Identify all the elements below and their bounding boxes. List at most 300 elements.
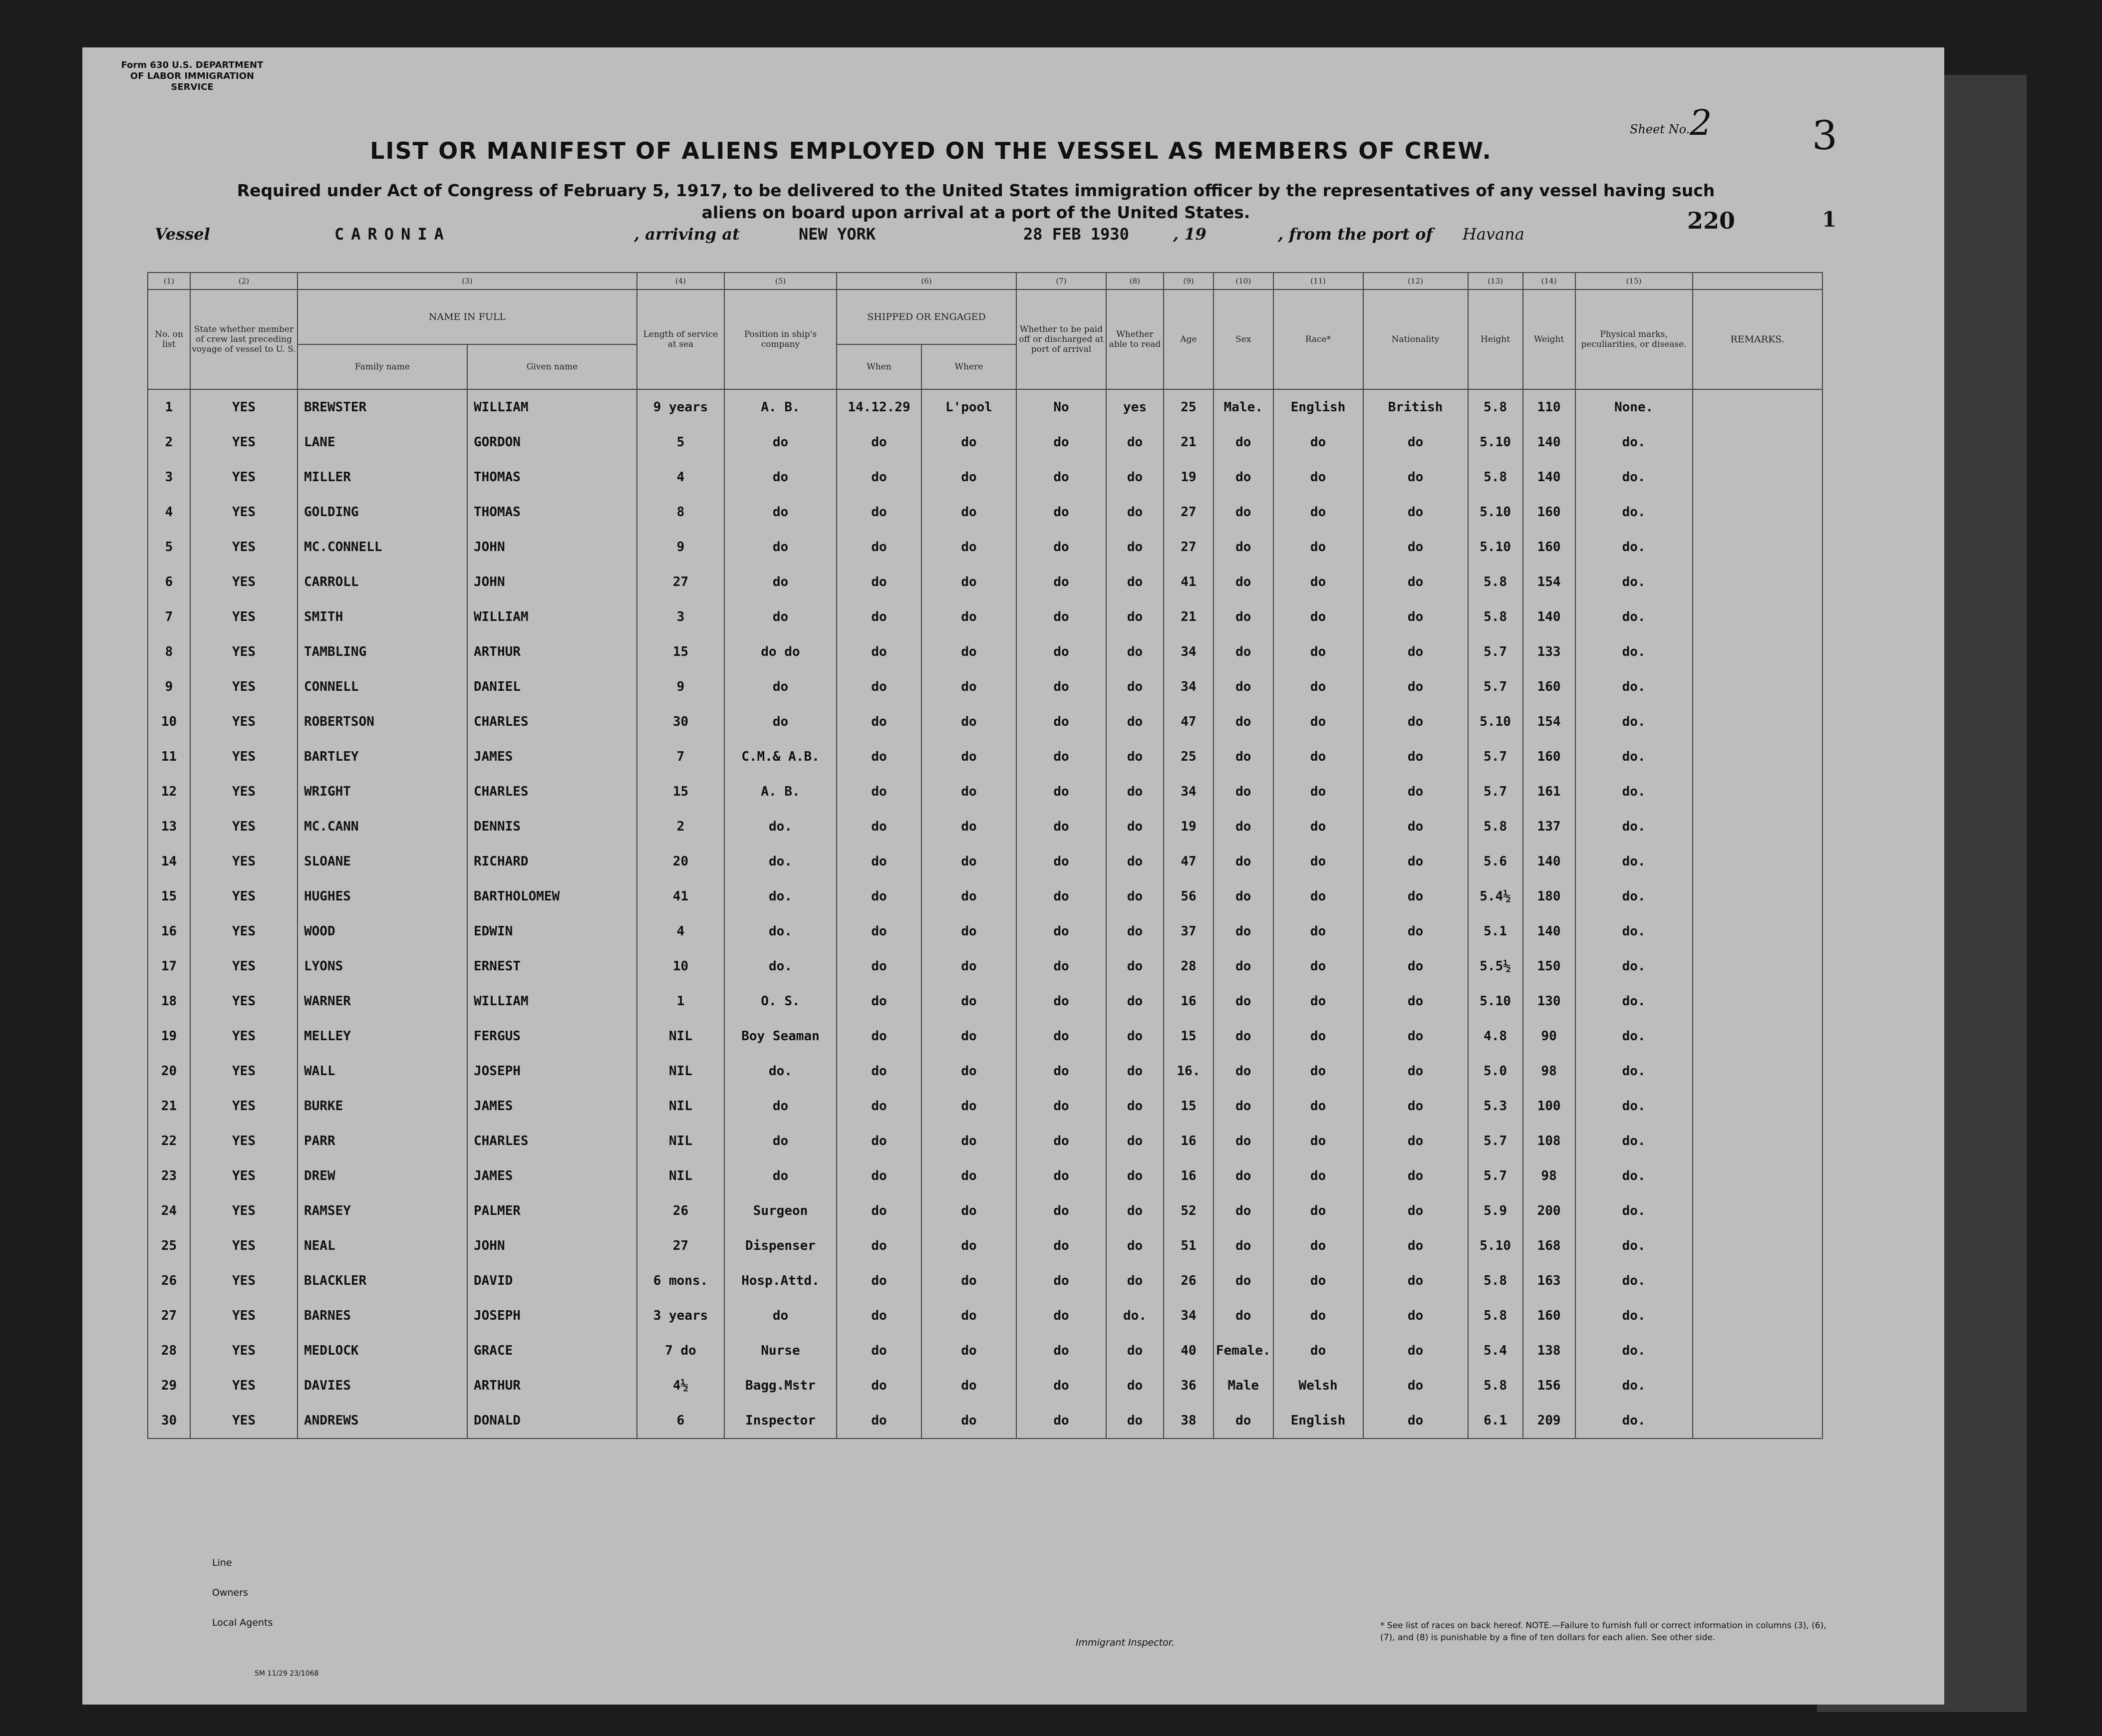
row-read: do (1106, 1228, 1164, 1263)
row-physical: do. (1575, 460, 1693, 495)
row-length: 20 (637, 844, 724, 879)
row-number: 2 (148, 425, 190, 460)
vessel-label: Vessel (155, 225, 210, 244)
row-number: 18 (148, 984, 190, 1019)
row-given-name: JOSEPH (467, 1054, 637, 1089)
row-age: 21 (1164, 599, 1213, 634)
row-sex: do (1213, 565, 1273, 599)
row-number: 9 (148, 669, 190, 704)
row-nationality: do (1363, 809, 1468, 844)
row-position: do. (724, 844, 837, 879)
row-where: do (921, 495, 1016, 530)
row-state: YES (190, 634, 298, 669)
row-number: 30 (148, 1403, 190, 1439)
row-sex: do (1213, 669, 1273, 704)
row-read: do (1106, 1263, 1164, 1298)
row-race: do (1273, 599, 1363, 634)
row-number: 17 (148, 949, 190, 984)
row-state: YES (190, 879, 298, 914)
row-given-name: GORDON (467, 425, 637, 460)
col-shipped: SHIPPED OR ENGAGED (837, 289, 1016, 344)
row-when: do (837, 949, 921, 984)
row-race: do (1273, 879, 1363, 914)
row-height: 5.3 (1468, 1089, 1523, 1124)
row-age: 38 (1164, 1403, 1213, 1439)
row-race: do (1273, 530, 1363, 565)
row-sex: do (1213, 809, 1273, 844)
row-weight: 140 (1523, 425, 1575, 460)
col-physical: Physical marks, peculiarities, or disease. (1575, 289, 1693, 389)
row-length: 9 years (637, 389, 724, 425)
row-age: 25 (1164, 739, 1213, 774)
row-physical: None. (1575, 389, 1693, 425)
row-number: 11 (148, 739, 190, 774)
row-race: do (1273, 1054, 1363, 1089)
table-row (148, 669, 1822, 704)
row-height: 4.8 (1468, 1019, 1523, 1054)
sheet-number-value: 2 (1690, 102, 1712, 143)
row-age: 15 (1164, 1089, 1213, 1124)
col-family-name: Family name (298, 344, 467, 389)
row-read: do (1106, 1158, 1164, 1193)
row-when: do (837, 1193, 921, 1228)
row-sex: do (1213, 774, 1273, 809)
row-position: do do (724, 634, 837, 669)
row-race: do (1273, 844, 1363, 879)
row-state: YES (190, 1089, 298, 1124)
colnum-13: (13) (1468, 273, 1523, 289)
row-family-name: WALL (298, 1054, 467, 1089)
row-read: do (1106, 1054, 1164, 1089)
row-height: 5.8 (1468, 809, 1523, 844)
row-where: do (921, 634, 1016, 669)
row-height: 5.10 (1468, 530, 1523, 565)
row-when: do (837, 425, 921, 460)
row-when: do (837, 634, 921, 669)
row-race: do (1273, 1019, 1363, 1054)
table-row (148, 565, 1822, 599)
row-nationality: do (1363, 1368, 1468, 1403)
row-given-name: EDWIN (467, 914, 637, 949)
row-state: YES (190, 1158, 298, 1193)
row-family-name: WARNER (298, 984, 467, 1019)
row-paid: do (1016, 1019, 1106, 1054)
row-age: 40 (1164, 1333, 1213, 1368)
row-state: YES (190, 984, 298, 1019)
row-height: 5.8 (1468, 1298, 1523, 1333)
row-paid: do (1016, 1193, 1106, 1228)
row-height: 5.10 (1468, 1228, 1523, 1263)
row-read: do (1106, 669, 1164, 704)
row-given-name: JOHN (467, 530, 637, 565)
row-family-name: BARTLEY (298, 739, 467, 774)
row-nationality: do (1363, 1019, 1468, 1054)
colnum-3: (3) (298, 273, 637, 289)
row-number: 3 (148, 460, 190, 495)
row-remarks (1693, 1124, 1822, 1158)
row-state: YES (190, 1054, 298, 1089)
row-race: do (1273, 460, 1363, 495)
row-sex: Female. (1213, 1333, 1273, 1368)
table-row (148, 530, 1822, 565)
row-given-name: JOHN (467, 565, 637, 599)
row-race: do (1273, 1124, 1363, 1158)
row-read: do (1106, 949, 1164, 984)
row-position: Nurse (724, 1333, 837, 1368)
col-where: Where (921, 344, 1016, 389)
row-when: do (837, 1368, 921, 1403)
colnum-1: (1) (148, 273, 190, 289)
row-paid: do (1016, 914, 1106, 949)
row-height: 5.7 (1468, 1158, 1523, 1193)
row-read: do (1106, 1368, 1164, 1403)
row-height: 5.10 (1468, 704, 1523, 739)
row-weight: 160 (1523, 669, 1575, 704)
row-state: YES (190, 495, 298, 530)
crew-manifest-table (147, 272, 1823, 1439)
row-where: do (921, 565, 1016, 599)
row-physical: do. (1575, 879, 1693, 914)
row-paid: do (1016, 1158, 1106, 1193)
row-physical: do. (1575, 599, 1693, 634)
row-position: O. S. (724, 984, 837, 1019)
row-given-name: GRACE (467, 1333, 637, 1368)
row-read: do (1106, 1333, 1164, 1368)
row-physical: do. (1575, 1193, 1693, 1228)
row-read: do (1106, 809, 1164, 844)
row-when: do (837, 495, 921, 530)
row-number: 27 (148, 1298, 190, 1333)
row-state: YES (190, 949, 298, 984)
row-sex: do (1213, 1403, 1273, 1439)
row-sex: do (1213, 844, 1273, 879)
row-nationality: do (1363, 599, 1468, 634)
row-height: 5.7 (1468, 739, 1523, 774)
row-weight: 130 (1523, 984, 1575, 1019)
table-row (148, 984, 1822, 1019)
col-position: Position in ship's company (724, 289, 837, 389)
row-age: 15 (1164, 1019, 1213, 1054)
row-sex: do (1213, 739, 1273, 774)
col-name: NAME IN FULL (298, 289, 637, 344)
row-where: do (921, 984, 1016, 1019)
row-where: do (921, 809, 1016, 844)
row-where: do (921, 949, 1016, 984)
row-length: 7 (637, 739, 724, 774)
row-position: do (724, 460, 837, 495)
row-remarks (1693, 1019, 1822, 1054)
row-when: do (837, 844, 921, 879)
row-race: do (1273, 425, 1363, 460)
row-race: English (1273, 1403, 1363, 1439)
row-family-name: MC.CANN (298, 809, 467, 844)
row-state: YES (190, 530, 298, 565)
row-family-name: TAMBLING (298, 634, 467, 669)
row-when: do (837, 1124, 921, 1158)
row-nationality: do (1363, 879, 1468, 914)
row-sex: do (1213, 1263, 1273, 1298)
table-row (148, 1263, 1822, 1298)
row-sex: do (1213, 879, 1273, 914)
col-length: Length of service at sea (637, 289, 724, 389)
header-row-1 (148, 289, 1822, 344)
table-row (148, 1158, 1822, 1193)
row-length: NIL (637, 1019, 724, 1054)
row-nationality: do (1363, 949, 1468, 984)
col-remarks: REMARKS. (1693, 289, 1822, 389)
row-length: 41 (637, 879, 724, 914)
row-number: 16 (148, 914, 190, 949)
row-length: 30 (637, 704, 724, 739)
row-when: do (837, 1054, 921, 1089)
row-where: do (921, 1263, 1016, 1298)
row-family-name: MC.CONNELL (298, 530, 467, 565)
row-physical: do. (1575, 809, 1693, 844)
row-remarks (1693, 565, 1822, 599)
row-family-name: WOOD (298, 914, 467, 949)
row-age: 37 (1164, 914, 1213, 949)
row-length: 10 (637, 949, 724, 984)
row-weight: 140 (1523, 844, 1575, 879)
row-weight: 98 (1523, 1158, 1575, 1193)
row-weight: 98 (1523, 1054, 1575, 1089)
colnum-8: (8) (1106, 273, 1164, 289)
row-number: 21 (148, 1089, 190, 1124)
row-read: do (1106, 425, 1164, 460)
row-family-name: LANE (298, 425, 467, 460)
row-remarks (1693, 1193, 1822, 1228)
row-age: 36 (1164, 1368, 1213, 1403)
table-row (148, 425, 1822, 460)
table-row (148, 1333, 1822, 1368)
row-race: do (1273, 984, 1363, 1019)
row-remarks (1693, 634, 1822, 669)
row-where: do (921, 530, 1016, 565)
row-remarks (1693, 425, 1822, 460)
row-height: 5.7 (1468, 774, 1523, 809)
colnum-14: (14) (1523, 273, 1575, 289)
row-given-name: CHARLES (467, 774, 637, 809)
row-given-name: FERGUS (467, 1019, 637, 1054)
row-paid: do (1016, 774, 1106, 809)
row-age: 16. (1164, 1054, 1213, 1089)
row-when: do (837, 530, 921, 565)
row-paid: do (1016, 1054, 1106, 1089)
row-race: do (1273, 1298, 1363, 1333)
row-physical: do. (1575, 1298, 1693, 1333)
row-read: do (1106, 599, 1164, 634)
row-number: 8 (148, 634, 190, 669)
col-read: Whether able to read (1106, 289, 1164, 389)
row-race: do (1273, 1089, 1363, 1124)
manifest-footer (147, 1550, 1904, 1695)
row-paid: do (1016, 879, 1106, 914)
row-physical: do. (1575, 704, 1693, 739)
row-position: do (724, 1124, 837, 1158)
row-physical: do. (1575, 1158, 1693, 1193)
col-nationality: Nationality (1363, 289, 1468, 389)
table-row (148, 495, 1822, 530)
row-number: 4 (148, 495, 190, 530)
row-family-name: WRIGHT (298, 774, 467, 809)
row-remarks (1693, 530, 1822, 565)
row-position: do (724, 425, 837, 460)
row-paid: do (1016, 809, 1106, 844)
row-weight: 154 (1523, 565, 1575, 599)
row-when: do (837, 1333, 921, 1368)
row-paid: do (1016, 704, 1106, 739)
row-when: do (837, 774, 921, 809)
row-remarks (1693, 599, 1822, 634)
row-paid: do (1016, 1368, 1106, 1403)
row-sex: do (1213, 1193, 1273, 1228)
table-row (148, 1298, 1822, 1333)
row-height: 6.1 (1468, 1403, 1523, 1439)
row-read: do (1106, 634, 1164, 669)
row-length: 5 (637, 425, 724, 460)
row-family-name: ANDREWS (298, 1403, 467, 1439)
row-nationality: do (1363, 914, 1468, 949)
row-age: 34 (1164, 1298, 1213, 1333)
row-given-name: DAVID (467, 1263, 637, 1298)
row-nationality: do (1363, 984, 1468, 1019)
row-position: Boy Seaman (724, 1019, 837, 1054)
table-row (148, 949, 1822, 984)
row-given-name: PALMER (467, 1193, 637, 1228)
colnum-2: (2) (190, 273, 298, 289)
row-given-name: JOHN (467, 1228, 637, 1263)
row-position: do (724, 565, 837, 599)
row-state: YES (190, 1333, 298, 1368)
row-family-name: GOLDING (298, 495, 467, 530)
row-position: do (724, 1089, 837, 1124)
row-when: do (837, 1263, 921, 1298)
row-paid: do (1016, 1333, 1106, 1368)
row-given-name: ARTHUR (467, 634, 637, 669)
row-race: do (1273, 1158, 1363, 1193)
row-state: YES (190, 704, 298, 739)
row-paid: do (1016, 565, 1106, 599)
row-read: do (1106, 565, 1164, 599)
row-when: do (837, 879, 921, 914)
row-given-name: JOSEPH (467, 1298, 637, 1333)
row-race: do (1273, 1263, 1363, 1298)
row-read: do (1106, 460, 1164, 495)
row-physical: do. (1575, 1019, 1693, 1054)
row-sex: do (1213, 530, 1273, 565)
row-age: 47 (1164, 704, 1213, 739)
row-paid: do (1016, 495, 1106, 530)
col-sex: Sex (1213, 289, 1273, 389)
row-paid: do (1016, 530, 1106, 565)
col-state: State whether member of crew last preceding voyage of vessel to U. S. (190, 289, 298, 389)
row-nationality: do (1363, 844, 1468, 879)
row-remarks (1693, 495, 1822, 530)
row-height: 5.10 (1468, 495, 1523, 530)
col-paid: Whether to be paid off or discharged at port of arrival (1016, 289, 1106, 389)
row-age: 34 (1164, 669, 1213, 704)
table-row (148, 1054, 1822, 1089)
row-family-name: SMITH (298, 599, 467, 634)
row-remarks (1693, 879, 1822, 914)
row-physical: do. (1575, 739, 1693, 774)
row-nationality: do (1363, 1333, 1468, 1368)
footer-note: * See list of races on back hereof. NOTE.—Failure to furnish full or correct information in columns (3), (6), (7), and (8) is punishable by a fine of ten dollars for each alien. See other side. (1380, 1621, 1826, 1643)
row-length: 1 (637, 984, 724, 1019)
row-state: YES (190, 1368, 298, 1403)
row-family-name: MELLEY (298, 1019, 467, 1054)
row-length: 4 (637, 914, 724, 949)
year-label: , 19 (1173, 225, 1206, 244)
row-state: YES (190, 809, 298, 844)
row-family-name: MILLER (298, 460, 467, 495)
row-family-name: PARR (298, 1124, 467, 1158)
row-physical: do. (1575, 774, 1693, 809)
row-read: do (1106, 1193, 1164, 1228)
row-length: NIL (637, 1054, 724, 1089)
row-physical: do. (1575, 530, 1693, 565)
row-age: 47 (1164, 844, 1213, 879)
row-age: 51 (1164, 1228, 1213, 1263)
row-sex: do (1213, 1228, 1273, 1263)
table-row (148, 879, 1822, 914)
row-nationality: do (1363, 1403, 1468, 1439)
row-length: 27 (637, 565, 724, 599)
row-nationality: do (1363, 1089, 1468, 1124)
row-given-name: THOMAS (467, 495, 637, 530)
row-state: YES (190, 565, 298, 599)
row-read: do (1106, 984, 1164, 1019)
colnum-9: (9) (1164, 273, 1213, 289)
row-when: do (837, 984, 921, 1019)
row-paid: do (1016, 460, 1106, 495)
table-row (148, 1019, 1822, 1054)
row-number: 10 (148, 704, 190, 739)
row-position: Hosp.Attd. (724, 1263, 837, 1298)
row-read: do (1106, 1089, 1164, 1124)
row-when: do (837, 739, 921, 774)
row-given-name: CHARLES (467, 704, 637, 739)
row-length: 26 (637, 1193, 724, 1228)
row-age: 34 (1164, 634, 1213, 669)
row-physical: do. (1575, 984, 1693, 1019)
col-weight: Weight (1523, 289, 1575, 389)
row-where: do (921, 914, 1016, 949)
row-sex: do (1213, 984, 1273, 1019)
inspector-label: Immigrant Inspector. (1076, 1637, 1175, 1648)
row-family-name: CARROLL (298, 565, 467, 599)
row-number: 24 (148, 1193, 190, 1228)
row-family-name: LYONS (298, 949, 467, 984)
vessel-line (155, 225, 1727, 255)
row-when: do (837, 1019, 921, 1054)
row-state: YES (190, 1124, 298, 1158)
row-when: do (837, 914, 921, 949)
row-nationality: do (1363, 495, 1468, 530)
row-weight: 138 (1523, 1333, 1575, 1368)
row-race: do (1273, 1333, 1363, 1368)
row-age: 19 (1164, 460, 1213, 495)
row-paid: do (1016, 984, 1106, 1019)
row-family-name: DAVIES (298, 1368, 467, 1403)
colnum-6: (6) (837, 273, 1016, 289)
row-given-name: JAMES (467, 1158, 637, 1193)
row-nationality: do (1363, 460, 1468, 495)
row-read: do (1106, 1124, 1164, 1158)
vessel-name: CARONIA (334, 225, 451, 244)
row-family-name: DREW (298, 1158, 467, 1193)
row-when: do (837, 460, 921, 495)
